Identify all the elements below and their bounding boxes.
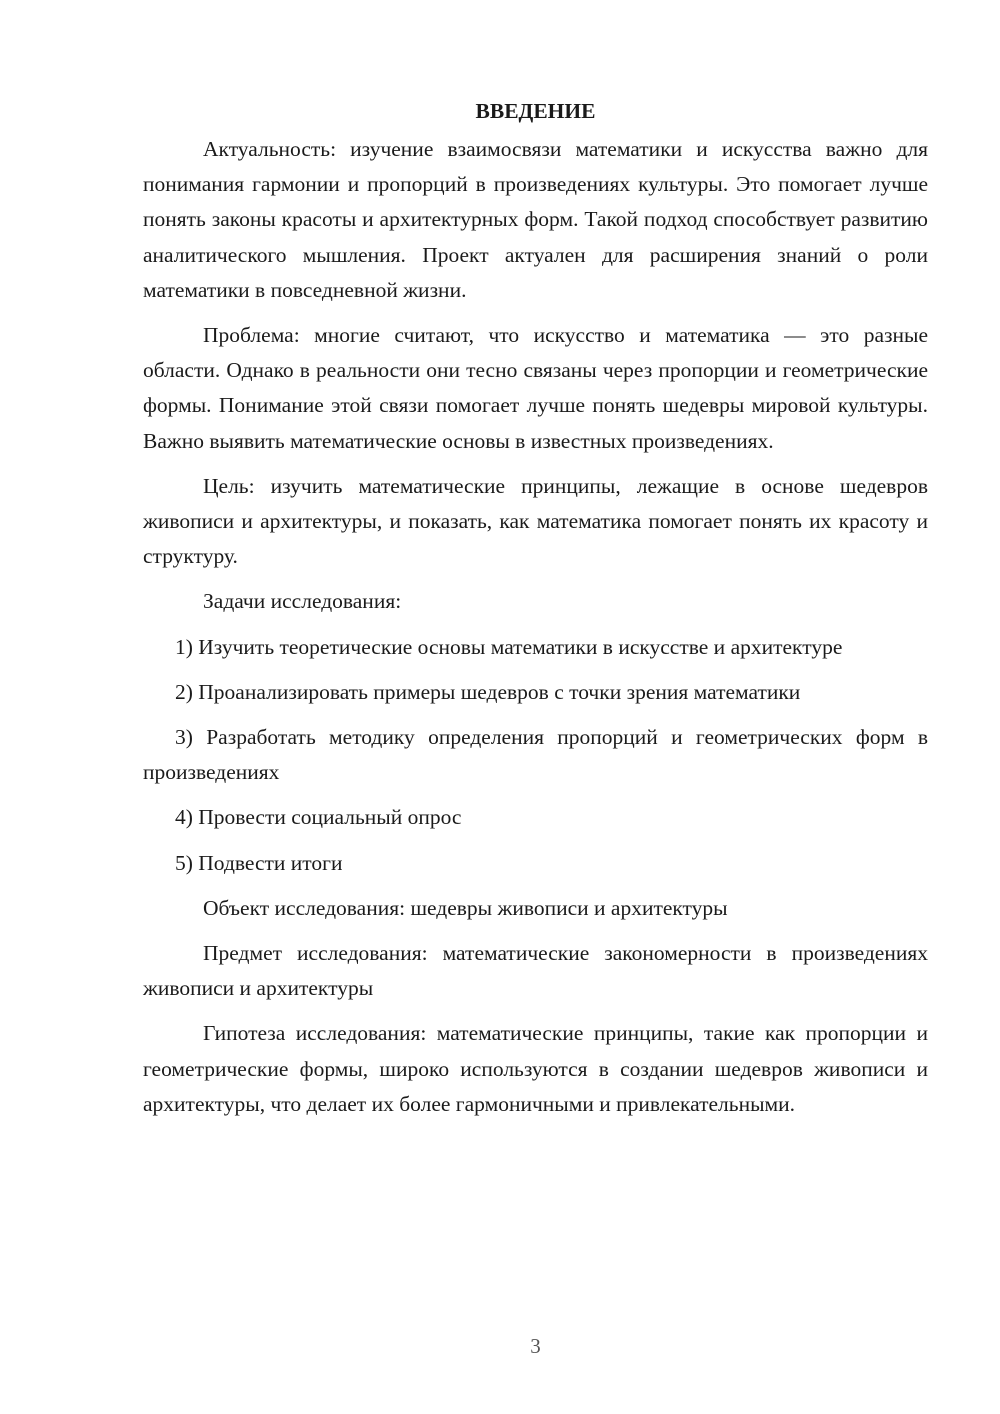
document-page [143, 94, 928, 1132]
relevance-paragraph: Актуальность: изучение взаимосвязи математики и искусства важно для понимания гармонии и пропорций в произведениях культуры. Это помогает лучше понять законы красоты и архитектурных форм. Такой подход способствует развитию аналитического мышления. Проект актуален для расширения знаний о роли математики в повседневной жизни. [143, 137, 928, 302]
task-item-5: 5) Подвести итоги [175, 850, 343, 875]
research-hypothesis: Гипотеза исследования: математические принципы, такие как пропорции и геометрические формы, широко используются в создании шедевров живописи и архитектуры, что делает их более гармоничными и привлекательными. [143, 1021, 928, 1116]
task-item-1: 1) Изучить теоретические основы математики в искусстве и архитектуре [175, 634, 843, 659]
task-item-3: 3) Разработать методику определения пропорций и геометрических форм в произведениях [143, 725, 928, 785]
document-heading: ВВЕДЕНИЕ [475, 99, 596, 123]
research-object: Объект исследования: шедевры живописи и архитектуры [203, 895, 728, 920]
task-item-4: 4) Провести социальный опрос [175, 805, 462, 830]
tasks-heading: Задачи исследования: [203, 589, 402, 614]
task-item-2: 2) Проанализировать примеры шедевров с точки зрения математики [175, 679, 801, 704]
research-subject: Предмет исследования: математические закономерности в произведениях живописи и архитектуры [143, 941, 928, 1001]
page-number: 3 [530, 1334, 541, 1358]
problem-paragraph: Проблема: многие считают, что искусство и математика — это разные области. Однако в реальности они тесно связаны через пропорции и геометрические формы. Понимание этой связи помогает лучше понять шедевры мировой культуры. Важно выявить математические основы в известных произведениях. [143, 323, 928, 453]
goal-paragraph: Цель: изучить математические принципы, лежащие в основе шедевров живописи и архитектуры, и показать, как математика помогает понять их красоту и структуру. [143, 473, 928, 569]
